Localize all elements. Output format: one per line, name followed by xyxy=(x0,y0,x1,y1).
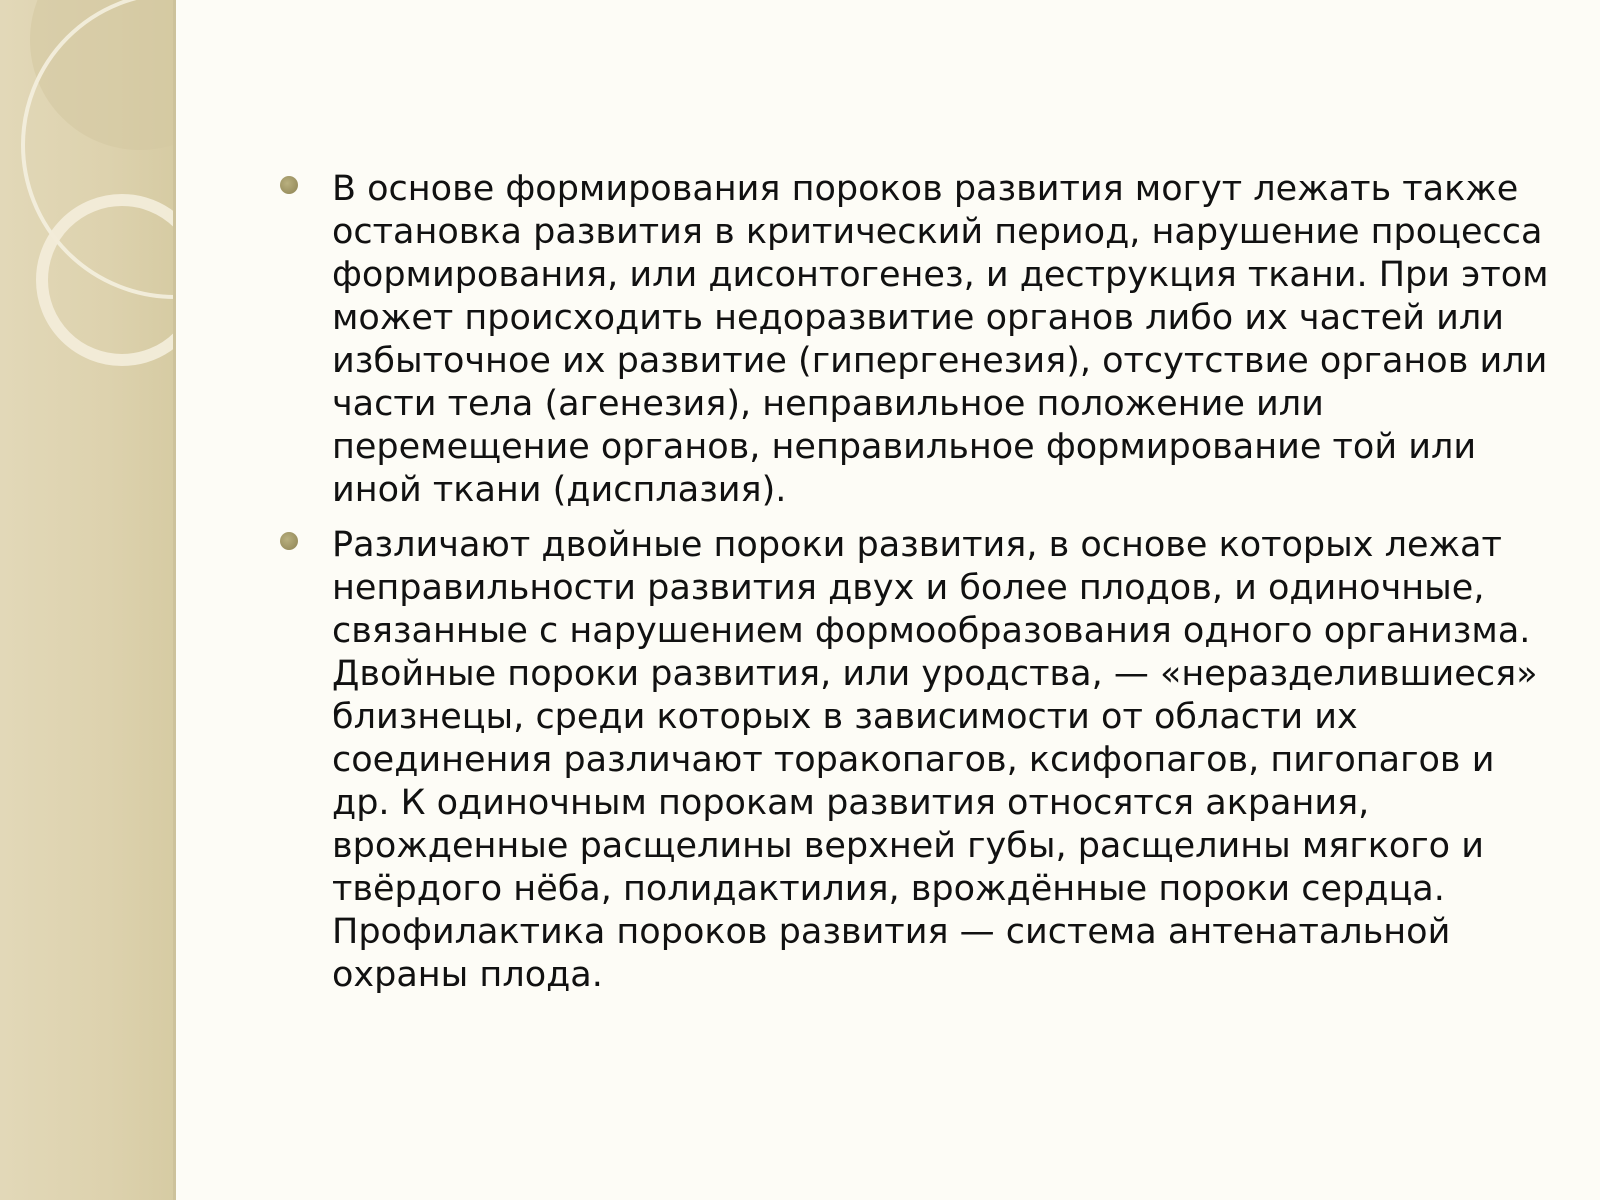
bullet-item xyxy=(280,524,1550,997)
bullet-item xyxy=(280,168,1550,512)
decorative-circles xyxy=(0,0,176,1200)
decorative-filled-circle xyxy=(30,0,176,150)
decorative-side-band xyxy=(0,0,176,1200)
bullet-dot-icon xyxy=(280,532,298,550)
bullet-text: В основе формирования пороков развития могут лежать также остановка развития в критический период, нарушение процесса формирования, или дисонтогенез, и деструкция ткани. При этом может происходить недоразвитие органов либо их частей или избыточное их развитие (гипергенезия), отсутствие органов или части тела (агенезия), неправильное положение или перемещение органов, неправильное формирование той или иной ткани (дисплазия). xyxy=(332,169,1549,510)
bullet-text: Различают двойные пороки развития, в основе которых лежат неправильности развития двух и более плодов, и одиночные, связанные с нарушением формообразования одного организма. Двойные пороки развития, или уродства, — «неразделившиеся» близнецы, среди которых в зависимости от области их соединения различают торакопагов, ксифопагов, пигопагов и др. К одиночным порокам развития относятся акрания, врожденные расщелины верхней губы, расщелины мягкого и твёрдого нёба, полидактилия, врождённые пороки сердца. Профилактика пороков развития — система антенатальной охраны плода. xyxy=(332,525,1538,995)
slide-content xyxy=(280,168,1550,1009)
bullet-dot-icon xyxy=(280,176,298,194)
bullet-list xyxy=(280,168,1550,997)
